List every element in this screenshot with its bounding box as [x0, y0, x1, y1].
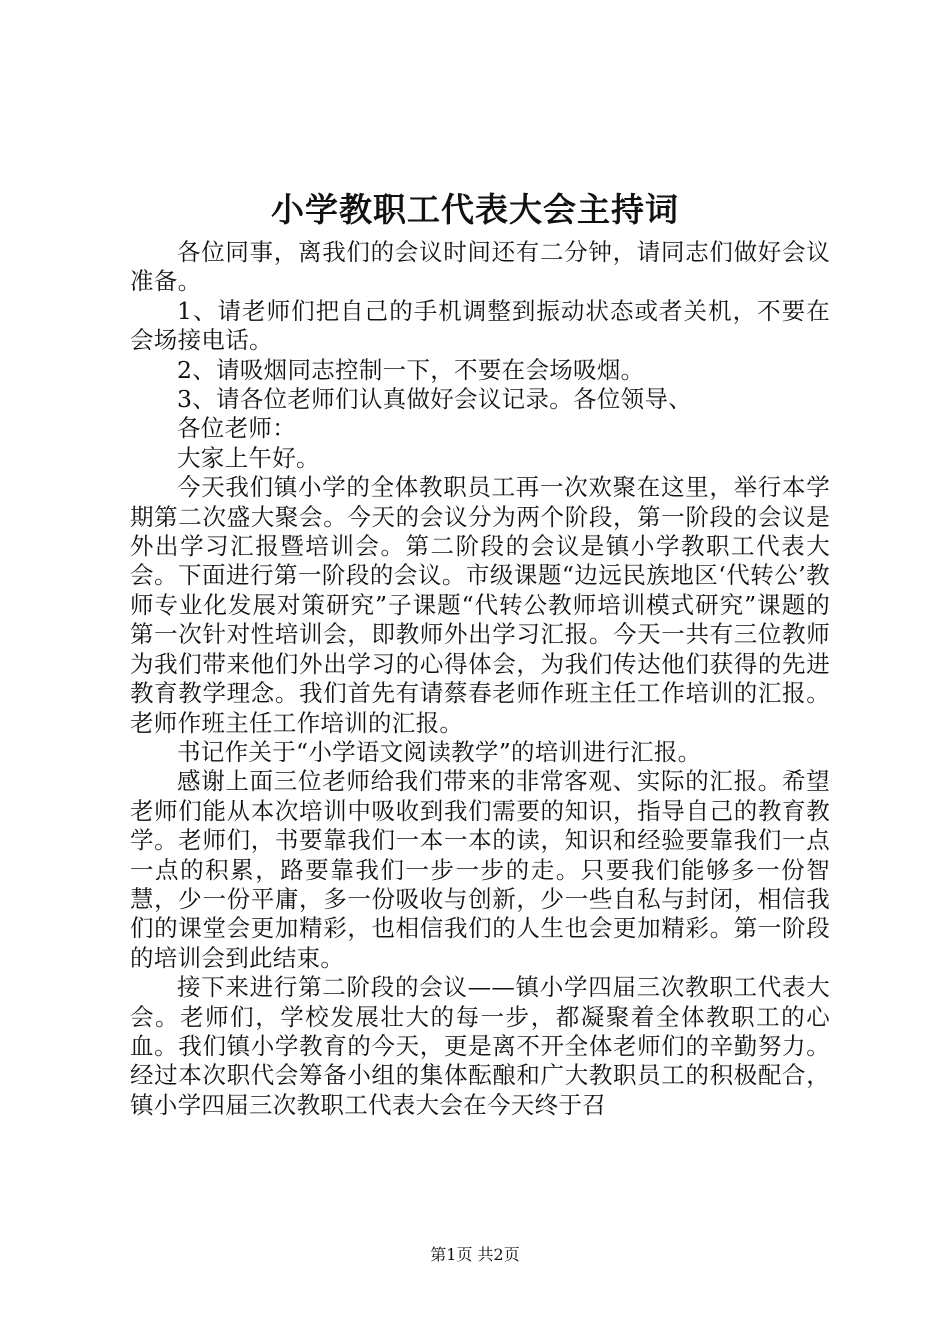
paragraph: 今天我们镇小学的全体教职员工再一次欢聚在这里，举行本学期第二次盛大聚会。今天的会议分为两个阶段，第一阶段的会议是外出学习汇报暨培训会。第二阶段的会议是镇小学教职工代表大会。下面进行第一阶段的会议。市级课题“边远民族地区‘代转公’教师专业化发展对策研究”子课题“代转公教师培训模式研究”课题的第一次针对性培训会，即教师外出学习汇报。今天一共有三位教师为我们带来他们外出学习的心得体会，为我们传达他们获得的先进教育教学理念。我们首先有请蔡春老师作班主任工作培训的汇报。老师作班主任工作培训的汇报。	[130, 473, 830, 737]
paragraph: 书记作关于“小学语文阅读教学”的培训进行汇报。	[177, 737, 702, 766]
paragraph: 大家上午好。	[177, 443, 320, 472]
page-footer: 第1页 共2页	[430, 1245, 520, 1264]
document-body	[130, 238, 830, 1120]
paragraph: 感谢上面三位老师给我们带来的非常客观、实际的汇报。希望老师们能从本次培训中吸收到我们需要的知识，指导自己的教育教学。老师们，书要靠我们一本一本的读，知识和经验要靠我们一点一点的积累，路要靠我们一步一步的走。只要我们能够多一份智慧，少一份平庸，多一份吸收与创新，少一些自私与封闭，相信我们的课堂会更加精彩，也相信我们的人生也会更加精彩。第一阶段的培训会到此结束。	[130, 767, 830, 972]
paragraph: 接下来进行第二阶段的会议——镇小学四届三次教职工代表大会。老师们，学校发展壮大的每一步，都凝聚着全体教职工的心血。我们镇小学教育的今天，更是离不开全体老师们的辛勤努力。经过本次职代会筹备小组的集体酝酿和广大教职员工的积极配合，镇小学四届三次教职工代表大会在今天终于召	[130, 973, 830, 1119]
paragraph: 各位同事，离我们的会议时间还有二分钟，请同志们做好会议准备。	[130, 238, 830, 296]
paragraph: 各位老师：	[177, 414, 296, 443]
paragraph: 3、请各位老师们认真做好会议记录。各位领导、	[177, 385, 693, 414]
paragraph: 2、请吸烟同志控制一下，不要在会场吸烟。	[177, 355, 645, 384]
paragraph: 1、请老师们把自己的手机调整到振动状态或者关机，不要在会场接电话。	[130, 296, 830, 355]
document-title: 小学教职工代表大会主持词	[271, 190, 679, 229]
